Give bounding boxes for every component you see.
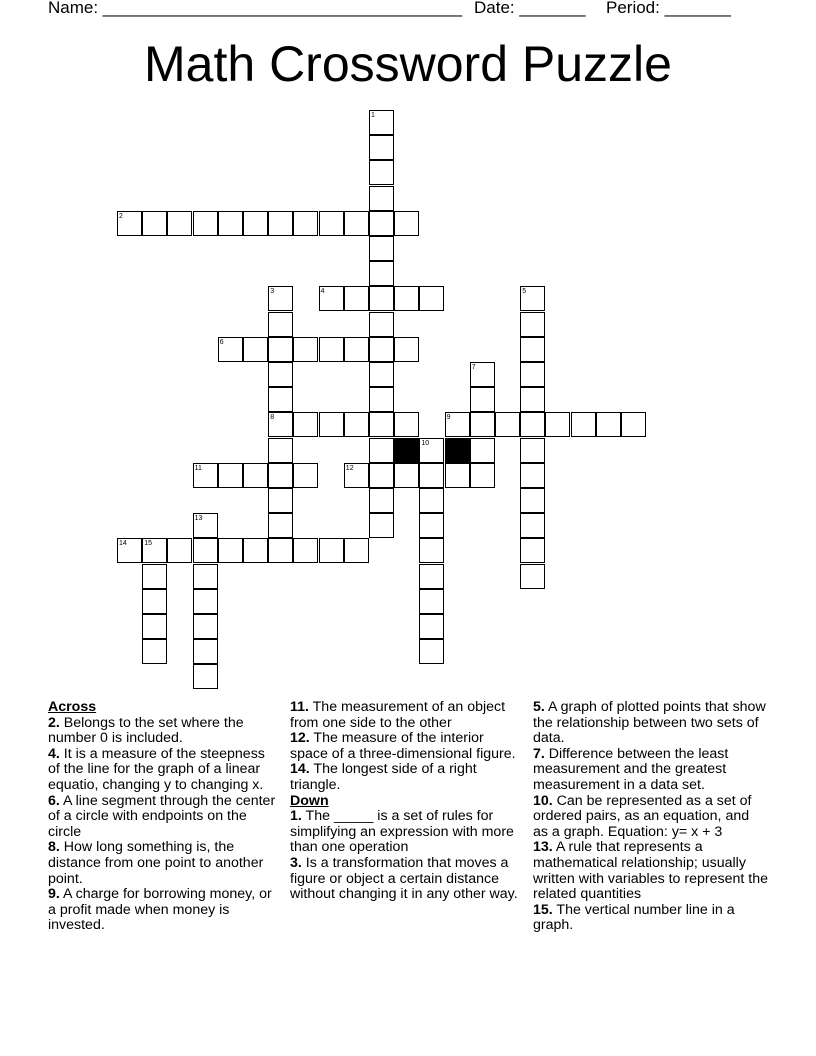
crossword-cell[interactable]	[268, 438, 293, 463]
crossword-cell[interactable]	[268, 463, 293, 488]
crossword-cell[interactable]	[293, 337, 318, 362]
clue-across-9	[48, 887, 276, 934]
crossword-cell[interactable]	[419, 286, 444, 311]
clue-number-label: 7	[471, 364, 476, 371]
crossword-cell[interactable]	[419, 438, 444, 463]
crossword-cell[interactable]	[545, 412, 570, 437]
clue-text: A charge for borrowing money, or a profit made when money is invested.	[48, 886, 272, 934]
crossword-cell[interactable]	[445, 412, 470, 437]
date-field-label[interactable]: Date: _______	[474, 0, 586, 17]
clue-number: 2.	[48, 714, 60, 731]
crossword-cell[interactable]	[268, 538, 293, 563]
down-heading: Down	[290, 792, 329, 809]
crossword-cell[interactable]	[344, 463, 369, 488]
crossword-cell[interactable]	[344, 538, 369, 563]
crossword-cell[interactable]	[117, 211, 142, 236]
clue-number-label: 15	[144, 540, 152, 548]
clue-across-8	[48, 840, 276, 887]
crossword-cell[interactable]	[142, 564, 167, 589]
crossword-cell[interactable]	[268, 362, 293, 387]
clue-number-label: 10	[421, 439, 430, 447]
clue-down-7	[533, 747, 768, 794]
crossword-cell[interactable]	[193, 664, 218, 689]
crossword-cell[interactable]	[293, 538, 318, 563]
crossword-cell[interactable]	[621, 412, 646, 437]
clue-text: The measurement of an object from one side to the other	[290, 699, 506, 731]
crossword-cell[interactable]	[394, 463, 419, 488]
clue-text: How long something is, the distance from one point to another point.	[48, 839, 264, 887]
crossword-cell[interactable]	[369, 438, 394, 463]
clue-down-3	[290, 856, 522, 903]
clue-number: 13.	[533, 839, 553, 856]
clue-number-label: 4	[320, 288, 325, 296]
crossword-cell[interactable]	[369, 236, 394, 261]
name-field-label[interactable]: Name: ______________________________________	[48, 0, 463, 17]
clue-number-label: 11	[194, 464, 202, 472]
clue-number-label: 3	[270, 288, 275, 296]
crossword-cell[interactable]	[193, 211, 218, 236]
clue-text: The vertical number line in a graph.	[533, 901, 735, 934]
crossword-cell[interactable]	[243, 211, 268, 236]
page-title: Math Crossword Puzzle	[144, 36, 672, 92]
clue-number-label: 8	[270, 414, 275, 422]
clue-text: A graph of plotted points that show the relationship between two sets of data.	[533, 699, 766, 747]
clues-column-2	[290, 700, 522, 903]
clue-number-label: 5	[522, 288, 527, 296]
clue-across-2	[48, 716, 276, 747]
crossword-cell[interactable]	[193, 589, 218, 614]
crossword-cell[interactable]	[142, 639, 167, 664]
clue-down-10	[533, 794, 768, 841]
crossword-cell[interactable]	[470, 387, 495, 412]
crossword-cell[interactable]	[167, 538, 192, 563]
black-square	[445, 438, 470, 463]
crossword-cell[interactable]	[369, 362, 394, 387]
clue-number: 10.	[533, 792, 553, 809]
crossword-cell[interactable]	[394, 286, 419, 311]
clue-number: 4.	[48, 745, 60, 762]
crossword-cell[interactable]	[470, 412, 495, 437]
crossword-cell[interactable]	[218, 538, 243, 563]
crossword-cell[interactable]	[268, 412, 293, 437]
crossword-cell[interactable]	[419, 589, 444, 614]
crossword-cell[interactable]	[520, 488, 545, 513]
crossword-cell[interactable]	[369, 387, 394, 412]
clue-number: 1.	[290, 808, 302, 825]
clue-number: 11.	[290, 699, 309, 715]
clue-text: Belongs to the set where the number 0 is included.	[48, 714, 244, 747]
crossword-cell[interactable]	[470, 362, 495, 387]
crossword-cell[interactable]	[319, 286, 344, 311]
clue-text: Difference between the least measurement and the greatest measurement in a data set.	[533, 745, 729, 793]
crossword-cell[interactable]	[369, 211, 394, 236]
crossword-cell[interactable]	[520, 564, 545, 589]
crossword-cell[interactable]	[369, 312, 394, 337]
crossword-cell[interactable]	[520, 513, 545, 538]
crossword-cell[interactable]	[319, 538, 344, 563]
crossword-cell[interactable]	[520, 438, 545, 463]
crossword-cell[interactable]	[520, 286, 545, 311]
clue-number: 6.	[48, 792, 60, 809]
crossword-cell[interactable]	[218, 211, 243, 236]
crossword-cell[interactable]	[319, 337, 344, 362]
clue-down-13	[533, 840, 768, 902]
crossword-cell[interactable]	[520, 312, 545, 337]
crossword-cell[interactable]	[419, 538, 444, 563]
crossword-cell[interactable]	[268, 387, 293, 412]
crossword-cell[interactable]	[369, 513, 394, 538]
crossword-cell[interactable]	[142, 589, 167, 614]
crossword-cell[interactable]	[394, 211, 419, 236]
clue-number-label: 6	[219, 338, 224, 346]
crossword-cell[interactable]	[142, 538, 167, 563]
crossword-cell[interactable]	[142, 211, 167, 236]
crossword-cell[interactable]	[293, 463, 318, 488]
clue-number-label: 9	[446, 414, 451, 422]
crossword-cell[interactable]	[193, 513, 218, 538]
crossword-cell[interactable]	[117, 538, 142, 563]
clue-text: The _____ is a set of rules for simplifying an expression with more than one operation	[290, 808, 514, 856]
across-heading: Across	[48, 699, 97, 715]
crossword-cell[interactable]	[344, 286, 369, 311]
crossword-cell[interactable]	[344, 412, 369, 437]
clue-number: 3.	[290, 854, 302, 871]
crossword-cell[interactable]	[419, 564, 444, 589]
clues-column-3	[533, 700, 768, 934]
clue-number-label: 14	[119, 540, 127, 548]
crossword-cell[interactable]	[369, 286, 394, 311]
clue-down-1	[290, 809, 522, 856]
black-square	[394, 438, 419, 463]
crossword-cell[interactable]	[470, 463, 495, 488]
clue-text: Is a transformation that moves a figure or object a certain distance without changing it in any other way.	[290, 854, 518, 903]
clue-text: It is a measure of the steepness of the line for the graph of a linear equatio, changing y to changing x.	[48, 745, 265, 793]
crossword-cell[interactable]	[394, 337, 419, 362]
clue-text: A rule that represents a mathematical relationship; usually written with variables to represent the related quantities	[533, 839, 768, 903]
crossword-cell[interactable]	[596, 412, 621, 437]
crossword-cell[interactable]	[520, 463, 545, 488]
clue-number: 7.	[533, 745, 545, 762]
crossword-cell[interactable]	[142, 614, 167, 639]
clue-number-label: 1	[371, 112, 375, 119]
crossword-cell[interactable]	[369, 463, 394, 488]
crossword-cell[interactable]	[193, 538, 218, 563]
crossword-cell[interactable]	[520, 412, 545, 437]
crossword-cell[interactable]	[520, 337, 545, 362]
crossword-cell[interactable]	[243, 337, 268, 362]
crossword-cell[interactable]	[268, 488, 293, 513]
clue-across-4	[48, 747, 276, 794]
crossword-cell[interactable]	[369, 135, 394, 160]
crossword-cell[interactable]	[243, 538, 268, 563]
crossword-cell[interactable]	[419, 639, 444, 664]
crossword-cell[interactable]	[218, 337, 243, 362]
crossword-cell[interactable]	[369, 160, 394, 185]
clue-across-6	[48, 794, 276, 841]
clue-number-label: 13	[194, 515, 203, 523]
clue-text: Can be represented as a set of ordered pairs, as an equation, and as a graph. Equation: y= x + 3	[533, 792, 752, 840]
crossword-cell[interactable]	[470, 438, 495, 463]
crossword-cell[interactable]	[193, 463, 218, 488]
crossword-cell[interactable]	[369, 337, 394, 362]
crossword-cell[interactable]	[268, 312, 293, 337]
clue-text: The longest side of a right triangle.	[290, 761, 477, 793]
clues-column-1	[48, 700, 276, 934]
clue-across-11	[290, 700, 522, 731]
crossword-cell[interactable]	[419, 463, 444, 488]
clue-down-5	[533, 700, 768, 747]
crossword-cell[interactable]	[520, 362, 545, 387]
clue-number: 15.	[533, 901, 553, 918]
clue-text: The measure of the interior space of a three-dimensional figure.	[290, 730, 516, 762]
crossword-cell[interactable]	[268, 513, 293, 538]
clue-number: 14.	[290, 761, 310, 778]
clue-across-12	[290, 731, 522, 762]
crossword-cell[interactable]	[419, 614, 444, 639]
crossword-cell[interactable]	[319, 211, 344, 236]
crossword-cell[interactable]	[268, 337, 293, 362]
clue-number-label: 12	[345, 464, 354, 472]
crossword-cell[interactable]	[394, 412, 419, 437]
clue-number-label: 2	[119, 212, 123, 220]
period-field-label[interactable]: Period: _______	[606, 0, 731, 17]
crossword-cell[interactable]	[369, 110, 394, 135]
crossword-cell[interactable]	[193, 564, 218, 589]
crossword-cell[interactable]	[419, 513, 444, 538]
clue-number: 12.	[290, 730, 310, 747]
crossword-cell[interactable]	[193, 639, 218, 664]
crossword-cell[interactable]	[445, 463, 470, 488]
clue-number: 5.	[533, 699, 545, 715]
crossword-cell[interactable]	[268, 211, 293, 236]
crossword-cell[interactable]	[319, 412, 344, 437]
crossword-cell[interactable]	[419, 488, 444, 513]
clue-number: 8.	[48, 839, 60, 856]
crossword-cell[interactable]	[369, 261, 394, 286]
clue-across-14	[290, 762, 522, 793]
crossword-cell[interactable]	[369, 412, 394, 437]
clue-text: A line segment through the center of a circle with endpoints on the circle	[48, 792, 276, 840]
crossword-cell[interactable]	[520, 387, 545, 412]
crossword-cell[interactable]	[571, 412, 596, 437]
clue-number: 9.	[48, 886, 60, 903]
clue-down-15	[533, 903, 768, 934]
crossword-cell[interactable]	[167, 211, 192, 236]
crossword-cell[interactable]	[218, 463, 243, 488]
crossword-cell[interactable]	[369, 488, 394, 513]
crossword-cell[interactable]	[193, 614, 218, 639]
crossword-cell[interactable]	[268, 286, 293, 311]
crossword-cell[interactable]	[495, 412, 520, 437]
crossword-cell[interactable]	[293, 412, 318, 437]
crossword-cell[interactable]	[344, 337, 369, 362]
crossword-cell[interactable]	[344, 211, 369, 236]
crossword-cell[interactable]	[293, 211, 318, 236]
crossword-cell[interactable]	[369, 186, 394, 211]
crossword-cell[interactable]	[243, 463, 268, 488]
crossword-cell[interactable]	[520, 538, 545, 563]
